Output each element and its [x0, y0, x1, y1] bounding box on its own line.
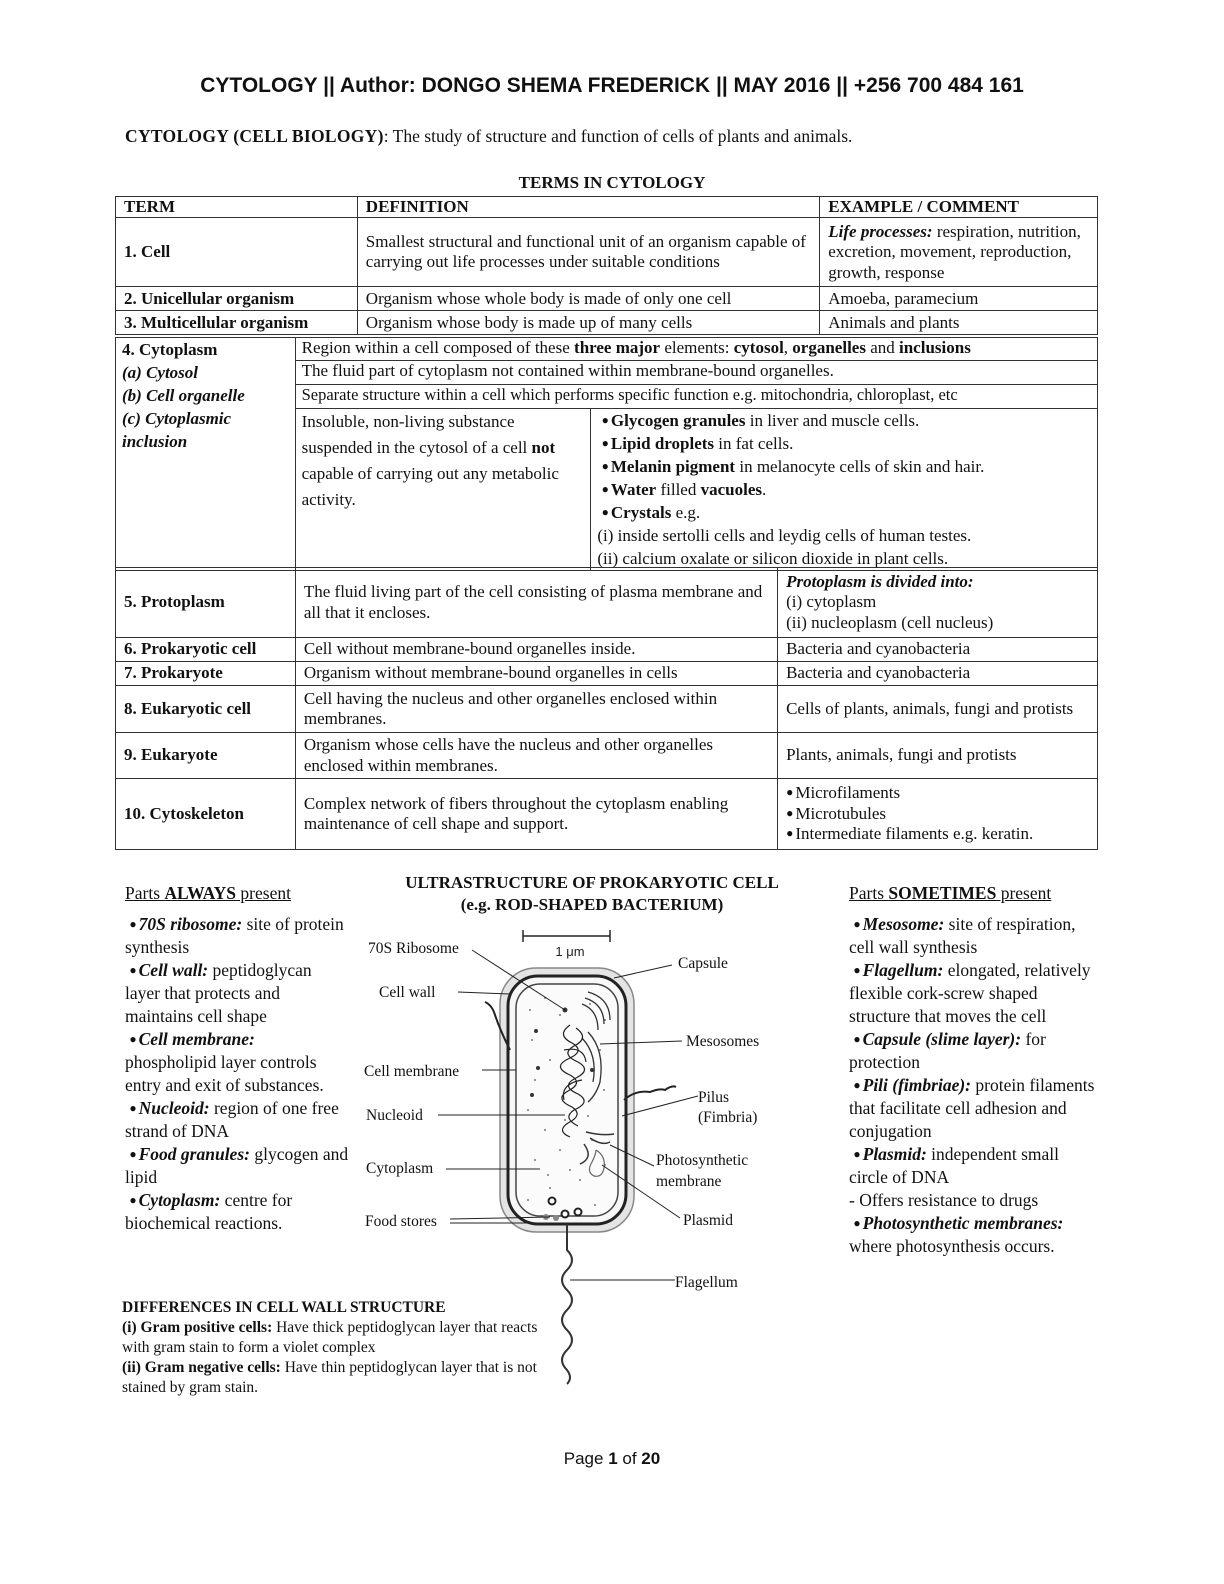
differences-heading: DIFFERENCES IN CELL WALL STRUCTURE: [122, 1299, 446, 1316]
table-row: [116, 638, 1098, 662]
list-item: ● Cell wall: peptidoglycan layer that protects and maintains cell shape: [125, 960, 312, 1026]
parts-sometimes-section: [849, 882, 1099, 1258]
term-cell: 3. Multicellular organism: [116, 311, 358, 335]
organelle-term: (b) Cell organelle: [122, 386, 245, 405]
terms-table-top: [115, 196, 1098, 335]
example-cell: Cells of plants, animals, fungi and protists: [778, 686, 1098, 733]
definition-cell: Organism without membrane-bound organelles in cells: [295, 662, 777, 686]
organelle-definition: Separate structure within a cell which performs specific function e.g. mitochondria, chloroplast, etc: [295, 385, 1097, 409]
label-ribosome: 70S Ribosome: [368, 940, 459, 957]
table-row: [116, 287, 1098, 311]
intro-definition: : The study of structure and function of cells of plants and animals.: [383, 126, 853, 146]
list-item: ● Water filled vacuoles.: [601, 480, 767, 499]
label-mesosomes: Mesosomes: [686, 1033, 760, 1050]
label-nucleoid: Nucleoid: [366, 1107, 423, 1124]
list-item: ● 70S ribosome: site of protein synthesis: [125, 914, 344, 957]
cytoplasm-table: [115, 337, 1098, 571]
table-row: [116, 568, 1098, 638]
list-item: ● Cytoplasm: centre for biochemical reactions.: [125, 1190, 293, 1233]
inclusion-examples: [591, 409, 1098, 571]
table-row: [116, 733, 1098, 779]
list-item: ● Photosynthetic membranes: where photosynthesis occurs.: [849, 1213, 1064, 1256]
list-item: ● Flagellum: elongated, relatively flexible cork-screw shaped structure that moves the cell: [849, 960, 1091, 1026]
table-row: [116, 662, 1098, 686]
table-row: [116, 779, 1098, 850]
list-item: ● Plasmid: independent small circle of DNA: [849, 1144, 1059, 1187]
table-row: [116, 686, 1098, 733]
scale-label: 1 μm: [555, 944, 585, 959]
label-cell-wall: Cell wall: [379, 984, 436, 1001]
gram-negative-text: (ii) Gram negative cells: Have thin peptidoglycan layer that is not stained by gram stain.: [122, 1359, 537, 1396]
term-cell: 8. Eukaryotic cell: [116, 686, 296, 733]
label-plasmid: Plasmid: [683, 1212, 733, 1229]
plasmid-note: - Offers resistance to drugs: [849, 1190, 1039, 1210]
cytosol-definition: The fluid part of cytoplasm not contained within membrane-bound organelles.: [295, 361, 1097, 385]
term-cell: 7. Prokaryote: [116, 662, 296, 686]
inclusion-term: (c) Cytoplasmic inclusion: [122, 409, 232, 451]
cytoplasm-term: 4. Cytoplasm: [122, 340, 218, 359]
cytoplasm-definition: Region within a cell composed of these three major elements: cytosol, organelles and inclusions: [295, 338, 1097, 361]
label-pilus: Pilus: [698, 1089, 730, 1106]
label-flagellum: Flagellum: [675, 1274, 738, 1291]
term-cell: 9. Eukaryote: [116, 733, 296, 779]
example-cell: ● Microfilaments ● Microtubules ● Intermediate filaments e.g. keratin.: [778, 779, 1098, 850]
example-cell: Protoplasm is divided into: (i) cytoplasm (ii) nucleoplasm (cell nucleus): [778, 568, 1098, 638]
cytoplasm-term-cell: [116, 338, 296, 571]
example-cell: Plants, animals, fungi and protists: [778, 733, 1098, 779]
example-cell: Life processes: respiration, nutrition, excretion, movement, reproduction, growth, response: [820, 218, 1098, 287]
list-item: ● Capsule (slime layer): for protection: [849, 1029, 1046, 1072]
page-footer: Page 1 of 20: [563, 1449, 661, 1468]
label-photosynthetic: Photosynthetic: [656, 1152, 749, 1169]
definition-cell: Organism whose body is made up of many cells: [357, 311, 819, 335]
example-cell: Animals and plants: [820, 311, 1098, 335]
list-item: ● Glycogen granules in liver and muscle cells.: [601, 411, 920, 430]
table-header-row: [116, 197, 1098, 218]
label-capsule: Capsule: [678, 955, 728, 972]
parts-always-section: [125, 882, 350, 1235]
list-item: ● Cell membrane: phospholipid layer controls entry and exit of substances.: [125, 1029, 324, 1095]
list-item: ● Nucleoid: region of one free strand of DNA: [125, 1098, 339, 1141]
example-cell: Amoeba, paramecium: [820, 287, 1098, 311]
intro-term: CYTOLOGY (CELL BIOLOGY): [125, 126, 384, 146]
label-fimbria: (Fimbria): [698, 1109, 758, 1126]
cell-wall-differences: [122, 1298, 542, 1398]
definition-cell: Organism whose whole body is made of only one cell: [357, 287, 819, 311]
definition-cell: The fluid living part of the cell consisting of plasma membrane and all that it encloses.: [295, 568, 777, 638]
list-item: ● Lipid droplets in fat cells.: [601, 434, 794, 453]
definition-cell: Cell having the nucleus and other organelles enclosed within membranes.: [295, 686, 777, 733]
list-item: ● Food granules: glycogen and lipid: [125, 1144, 349, 1187]
page-number: 1: [608, 1449, 618, 1468]
list-item: ● Melanin pigment in melanocyte cells of skin and hair.: [601, 457, 985, 476]
diagram-title: ULTRASTRUCTURE OF PROKARYOTIC CELL (e.g. ROD-SHAPED BACTERIUM): [405, 873, 779, 914]
list-item: ● Pili (fimbriae): protein filaments that facilitate cell adhesion and conjugation: [849, 1075, 1095, 1141]
example-cell: Bacteria and cyanobacteria: [778, 662, 1098, 686]
inclusion-definition: Insoluble, non-living substance suspended in the cytosol of a cell not capable of carrying out any metabolic activity.: [295, 409, 591, 571]
page-header: CYTOLOGY || Author: DONGO SHEMA FREDERICK || MAY 2016 || +256 700 484 161: [200, 74, 1024, 97]
label-cell-membrane: Cell membrane: [364, 1063, 460, 1080]
definition-cell: Complex network of fibers throughout the cytoplasm enabling maintenance of cell shape and support.: [295, 779, 777, 850]
table-row: [116, 311, 1098, 335]
label-food-stores: Food stores: [365, 1213, 437, 1230]
definition-cell: Organism whose cells have the nucleus and other organelles enclosed within membranes.: [295, 733, 777, 779]
term-cell: 2. Unicellular organism: [116, 287, 358, 311]
list-item: ● Mesosome: site of respiration, cell wall synthesis: [849, 914, 1076, 957]
flagellum-shape: [562, 1224, 572, 1384]
list-item: ● Crystals e.g.: [601, 503, 701, 522]
terms-table-bottom: [115, 567, 1098, 850]
parts-always-heading: Parts ALWAYS present: [125, 883, 291, 903]
cytosol-term: (a) Cytosol: [122, 363, 199, 382]
parts-sometimes-heading: Parts SOMETIMES present: [849, 883, 1052, 903]
term-cell: 6. Prokaryotic cell: [116, 638, 296, 662]
term-cell: 1. Cell: [116, 218, 358, 287]
label-cytoplasm: Cytoplasm: [366, 1160, 434, 1177]
table-row: [116, 218, 1098, 287]
header-definition: DEFINITION: [357, 197, 819, 218]
cell-membrane-shape: [516, 984, 618, 1216]
scale-bar: [523, 930, 610, 959]
page-total: 20: [641, 1449, 661, 1468]
header-example: EXAMPLE / COMMENT: [820, 197, 1098, 218]
definition-cell: Cell without membrane-bound organelles inside.: [295, 638, 777, 662]
label-photosynthetic-membrane: membrane: [656, 1173, 722, 1190]
terms-table-title: TERMS IN CYTOLOGY: [518, 173, 706, 192]
example-cell: Bacteria and cyanobacteria: [778, 638, 1098, 662]
header-term: TERM: [116, 197, 358, 218]
term-cell: 10. Cytoskeleton: [116, 779, 296, 850]
list-item: (i) inside sertolli cells and leydig cells of human testes.: [597, 526, 972, 545]
gram-positive-text: (i) Gram positive cells: Have thick peptidoglycan layer that reacts with gram stain to form a violet complex: [122, 1319, 538, 1356]
definition-cell: Smallest structural and functional unit of an organism capable of carrying out life processes under suitable conditions: [357, 218, 819, 287]
intro-line: [125, 126, 1125, 147]
list-item: (ii) calcium oxalate or silicon dioxide in plant cells.: [597, 549, 949, 568]
term-cell: 5. Protoplasm: [116, 568, 296, 638]
